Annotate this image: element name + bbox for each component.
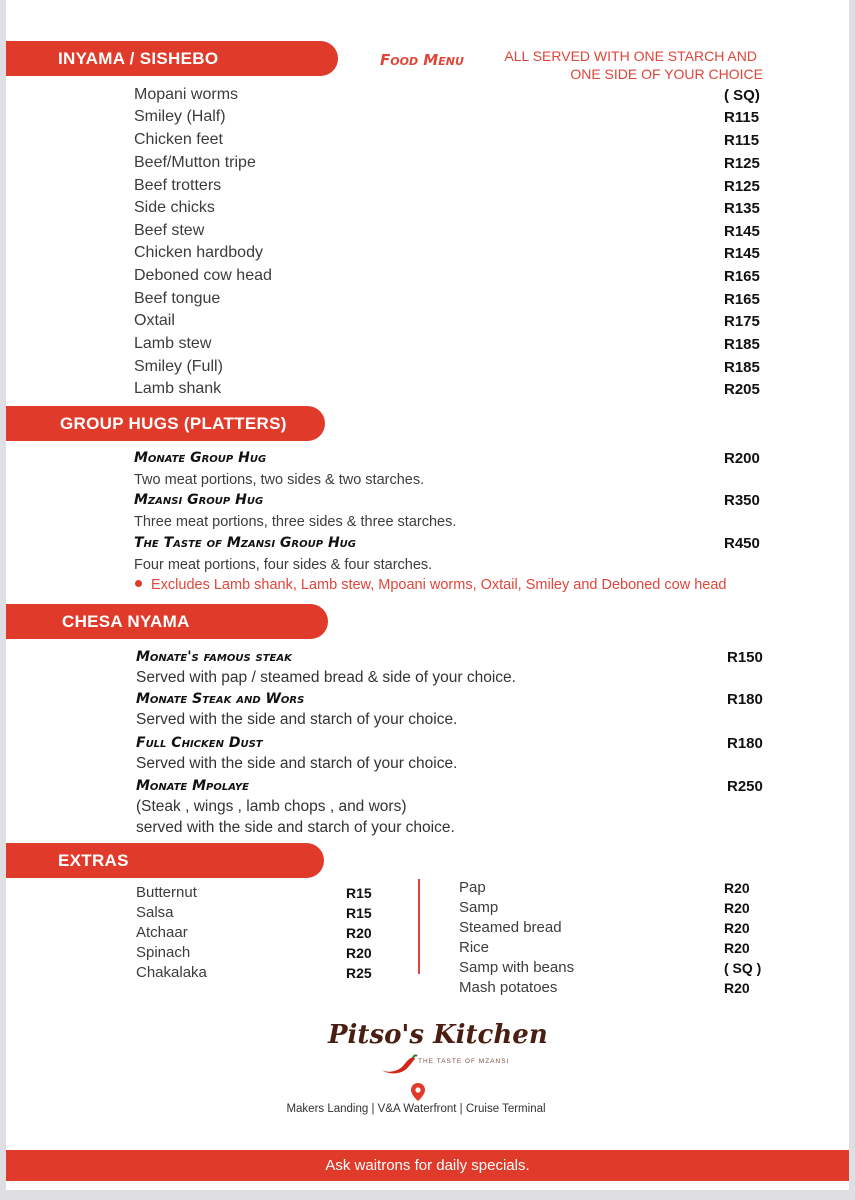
- dish-description: Served with the side and starch of your choice.: [136, 711, 458, 728]
- dish-description: (Steak , wings , lamb chops , and wors): [136, 798, 407, 815]
- menu-item-name: Deboned cow head: [134, 267, 272, 284]
- extra-item-price: R20: [724, 920, 750, 936]
- menu-item-name: Side chicks: [134, 199, 215, 216]
- platter-price: R200: [724, 450, 760, 467]
- extra-item-price: R15: [346, 885, 372, 901]
- platter-name: Monate Group Hug: [134, 450, 267, 466]
- footer-text: Ask waitrons for daily specials.: [325, 1157, 530, 1174]
- menu-item-name: Lamb stew: [134, 335, 212, 352]
- menu-item-name: Smiley (Full): [134, 358, 223, 375]
- logo-tagline: THE TASTE OF MZANSI: [418, 1058, 510, 1065]
- menu-item-price: R165: [724, 291, 760, 308]
- dish-name: Monate Mpolaye: [136, 778, 249, 794]
- extra-item-price: R20: [724, 940, 750, 956]
- map-pin-icon: [411, 1083, 425, 1101]
- dish-price: R250: [727, 778, 763, 795]
- menu-item-price: R205: [724, 381, 760, 398]
- footer-bar: [6, 1150, 849, 1181]
- extra-item-name: Butternut: [136, 884, 197, 901]
- platter-description: Two meat portions, two sides & two starches.: [134, 472, 425, 488]
- extra-item-price: R20: [724, 900, 750, 916]
- extra-item-price: R25: [346, 965, 372, 981]
- menu-item-name: Mopani worms: [134, 86, 239, 103]
- menu-item-name: Beef stew: [134, 222, 205, 239]
- menu-item-price: R115: [724, 132, 760, 149]
- menu-item-name: Smiley (Half): [134, 108, 226, 125]
- extra-item-name: Samp with beans: [459, 959, 575, 976]
- logo-name: Pitso's Kitchen: [328, 1020, 548, 1050]
- food-menu-title: Food Menu: [380, 51, 464, 69]
- extra-item-name: Chakalaka: [136, 964, 207, 981]
- location-text: Makers Landing | V&A Waterfront | Cruise Terminal: [286, 1103, 546, 1115]
- menu-page: [6, 0, 849, 1190]
- menu-item-price: R175: [724, 313, 760, 330]
- extra-item-name: Mash potatoes: [459, 979, 558, 996]
- menu-item-price: R165: [724, 268, 760, 285]
- menu-item-price: R135: [724, 200, 760, 217]
- section-banner-extras: [6, 843, 324, 878]
- dish-description: Served with pap / steamed bread & side of your choice.: [136, 669, 516, 686]
- dish-description: Served with the side and starch of your choice.: [136, 755, 458, 772]
- platter-description: Three meat portions, three sides & three starches.: [134, 514, 457, 530]
- extra-item-name: Salsa: [136, 904, 174, 921]
- dish-price: R150: [727, 649, 763, 666]
- section-title-inyama: INYAMA / SISHEBO: [58, 49, 219, 68]
- platter-price: R450: [724, 535, 760, 552]
- menu-item-price: R125: [724, 178, 760, 195]
- section-banner-inyama: [6, 41, 338, 76]
- platter-name: Mzansi Group Hug: [134, 492, 264, 508]
- dish-price: R180: [727, 691, 763, 708]
- menu-item-name: Beef trotters: [134, 177, 222, 194]
- menu-item-price: R145: [724, 223, 760, 240]
- extra-item-price: ( SQ ): [724, 960, 762, 976]
- section-title-extras: EXTRAS: [58, 851, 129, 870]
- menu-item-name: Beef tongue: [134, 290, 221, 307]
- restaurant-logo: [328, 1020, 548, 1082]
- extra-item-name: Atchaar: [136, 924, 188, 941]
- menu-item-name: Chicken hardbody: [134, 244, 263, 261]
- extras-divider: [418, 879, 420, 974]
- extra-item-name: Spinach: [136, 944, 191, 961]
- extra-item-price: R15: [346, 905, 372, 921]
- excludes-note: [135, 577, 726, 593]
- section-title-group-hugs: GROUP HUGS (PLATTERS): [60, 414, 287, 433]
- served-note-line1: ALL SERVED WITH ONE STARCH AND: [504, 48, 757, 64]
- excludes-note-text: Excludes Lamb shank, Lamb stew, Mpoani worms, Oxtail, Smiley and Deboned cow head: [151, 577, 727, 593]
- extra-item-name: Samp: [459, 899, 499, 916]
- dish-description-line2: served with the side and starch of your choice.: [136, 819, 455, 836]
- platter-description: Four meat portions, four sides & four starches.: [134, 557, 433, 573]
- menu-item-price: R115: [724, 109, 760, 126]
- served-note-line2: ONE SIDE OF YOUR CHOICE: [570, 66, 763, 82]
- extra-item-name: Rice: [459, 939, 490, 956]
- platter-price: R350: [724, 492, 760, 509]
- menu-item-name: Beef/Mutton tripe: [134, 154, 256, 171]
- menu-item-price: R125: [724, 155, 760, 172]
- section-banner-chesa-nyama: [6, 604, 328, 639]
- dish-price: R180: [727, 735, 763, 752]
- menu-item-price: R185: [724, 359, 760, 376]
- menu-item-price: ( SQ): [724, 87, 760, 104]
- menu-item-name: Chicken feet: [134, 131, 223, 148]
- menu-item-name: Oxtail: [134, 312, 175, 329]
- red-dot-icon: [135, 580, 142, 587]
- extra-item-name: Steamed bread: [459, 919, 562, 936]
- extra-item-price: R20: [346, 945, 372, 961]
- chili-pepper-icon: [378, 1054, 418, 1076]
- menu-item-name: Lamb shank: [134, 380, 222, 397]
- platter-name: The Taste of Mzansi Group Hug: [134, 535, 356, 551]
- menu-item-price: R145: [724, 245, 760, 262]
- dish-name: Monate Steak and Wors: [136, 691, 305, 707]
- extra-item-price: R20: [724, 880, 750, 896]
- section-title-chesa-nyama: CHESA NYAMA: [62, 612, 190, 631]
- extra-item-price: R20: [346, 925, 372, 941]
- extra-item-name: Pap: [459, 879, 486, 896]
- dish-name: Full Chicken Dust: [136, 735, 263, 751]
- extra-item-price: R20: [724, 980, 750, 996]
- dish-name: Monate's famous steak: [136, 649, 292, 665]
- section-banner-group-hugs: [6, 406, 325, 441]
- menu-item-price: R185: [724, 336, 760, 353]
